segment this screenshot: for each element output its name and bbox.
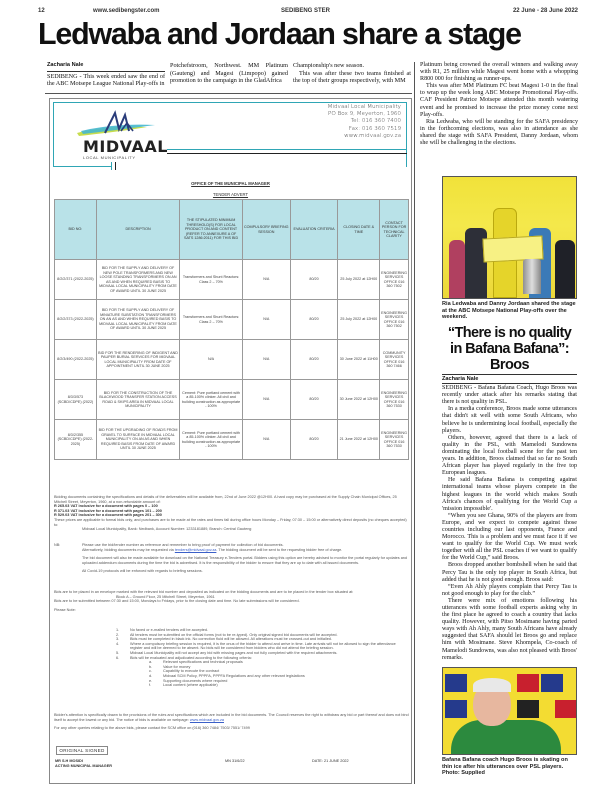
- criteria-item: a. Relevant specifications and technical proposals: [149, 660, 243, 665]
- letterhead-rules: [167, 149, 407, 154]
- tender-title: TENDER ADVERT: [212, 192, 249, 197]
- note-item: 2. All tenders must be submitted on the official forms (not to be re-typed). Only original signed bid documents will be accepted.: [116, 632, 338, 637]
- notes-list: [54, 628, 409, 688]
- cell-closing: 30 June 2022 at 12H00: [338, 380, 380, 420]
- sponsor-board: [517, 700, 539, 718]
- contact-fax: Fax: 016 360 7519: [348, 125, 401, 132]
- midvaal-web-link[interactable]: www.midvaal.gov.za: [189, 717, 224, 722]
- article2-paragraph: “When you see Ghana, 90% of the players are from Europe, and we expect to compete against those countries including our last opponents, France and Morocco. This is a problem and we must face it if we want to qualify for the World Cup. We must work together with all the PSL coaches if we want to qualify for the World Cup,” said Broos.: [442, 512, 577, 562]
- cell-bid-no: 8/2/2/371 (2022-2025): [55, 260, 97, 300]
- person-figure: [555, 240, 575, 298]
- submission-info: [54, 590, 409, 612]
- cell-contact: ENGINEERING SERVICES OFFICE 016 360 7502: [380, 260, 409, 300]
- price-2: R 371.03 VAT inclusive for a document with pages 101 – 200: [54, 508, 162, 513]
- cell-description: BID FOR THE UPGRADING OF ROADS FROM GRAVEL TO SURFACE IN MIDVAAL LOCAL MUNICIPALITY ON AN AS AND WHEN REQUIRED BASIS FROM DATE OF AWARD UNTIL 30 JUNE 2025: [96, 420, 179, 460]
- attention-info: [54, 713, 409, 731]
- attention-note: [54, 713, 409, 722]
- note-item: 1. No faxed or e-mailed tenders will be accepted.: [116, 628, 209, 632]
- cell-evaluation: 80/20: [290, 260, 338, 300]
- header-evaluation: EVALUATION CRITERIA: [290, 200, 338, 260]
- article2-paragraph: Broos dropped another bombshell when he said that Percy Tau is the only top player in South Africa, but added that he is not good enough. Broos said:: [442, 562, 577, 583]
- contact-web[interactable]: www.midvaal.gov.za: [344, 132, 401, 139]
- tenders-email-link[interactable]: tenders@midvaal.gov.za: [174, 547, 217, 552]
- coach-hair: [473, 678, 511, 692]
- article1-paragraph: Ria Ledwaba, who will be standing for the SAFA presidency in the forthcoming elections, was also in attendance as she shared the stage with SAFA President, Danny Jordaan, whom she will be challenging in the elections.: [420, 118, 578, 147]
- nb-line-2-text: Alternatively, bidding documents may be requested via: [82, 547, 174, 552]
- sponsor-board: [555, 700, 577, 718]
- cell-evaluation: 80/20: [290, 420, 338, 460]
- cell-briefing: N/A: [242, 260, 290, 300]
- note-item: 4. Where a compulsory briefing session is required, it is the onus of the bidder to attend and arrive in time. Late arrivals will not be allowed to sign the attendance register and will be deemed to be absent. No bids will be considered from bidders who did not attend the briefing session.: [116, 641, 396, 651]
- cell-briefing: N/A: [242, 340, 290, 380]
- table-row: [55, 300, 409, 340]
- article2-headline: “There is no quality in Bafana Bafana”: Broos: [447, 325, 572, 373]
- note-item: 6. Bids will be evaluated and adjudicated according to the following criteria:: [116, 655, 252, 660]
- cell-evaluation: 80/20: [290, 340, 338, 380]
- signer-block: [55, 759, 112, 768]
- original-signed-box: ORIGINAL SIGNED: [56, 746, 108, 755]
- contact-org: Midvaal Local Municipality: [327, 104, 401, 110]
- signer-title: ACTING MUNICIPAL MANAGER: [55, 763, 113, 768]
- tender-advert: [49, 98, 412, 784]
- cell-closing: 21 June 2022 at 12H00: [338, 420, 380, 460]
- intro-text-3b: This was after these two teams finished at the top of their groups respectively, with MM: [293, 69, 411, 84]
- header-threshold: THE STIPULATED MINIMUM THRESHOLD(S) FOR LOCAL PRODUCT ON AND CONTENT (REFER TO ANNEXURE A OF SATS 1286:2011) FOR THIS BID: [180, 200, 243, 260]
- cell-threshold: Cement: Pure portland cement with a 85-100% clinker. All civil and building construction as appropriate - 100%: [180, 380, 243, 420]
- table-row: [55, 340, 409, 380]
- criteria-item: d. Midvaal SCM Policy, PPPFA, PPPFA Regulations and any other relevant legislations: [149, 673, 305, 678]
- deposit-note: Bids are to be placed in an envelope marked with the relevant bid number and deposited as indicated on the bidding documents and are to be placed in the tender box situated at:: [54, 590, 354, 594]
- cell-closing: 25 July 2022 at 12H00: [338, 260, 380, 300]
- page-headline: Ledwaba and Jordaan share a stage: [38, 16, 521, 51]
- person-figure: [449, 240, 465, 298]
- table-header-row: [55, 200, 409, 260]
- cell-evaluation: 80/20: [290, 380, 338, 420]
- page-number: 12: [38, 8, 45, 14]
- header-briefing: COMPULSORY BRIEFING SESSION: [242, 200, 290, 260]
- cell-briefing: N/A: [242, 380, 290, 420]
- article1-right-column: [420, 62, 578, 147]
- sponsor-board: [541, 674, 563, 692]
- logo-name: MIDVAAL: [83, 137, 168, 156]
- bid-documents-info: [54, 495, 409, 532]
- cell-contact: ENGINEERING SERVICES OFFICE 016 360 7530: [380, 380, 409, 420]
- intro-column-3: [293, 62, 411, 85]
- criteria-item: f. Local content (where applicable): [149, 683, 218, 688]
- bank-details: Midvaal Local Municipality, Bank: Nedbank, Account Number: 1233181889, Branch: Central Gauteng: [82, 527, 252, 532]
- sponsor-board: [517, 674, 539, 692]
- prices-note: These prices are applicable to formal bids only, and purchases are to be made at the rates and times fall during office hours Monday – Friday, 07:30 – 15:00 or alternatively direct deposits (no cheques accepted) to:: [54, 517, 407, 527]
- nb-line-2: [54, 548, 409, 553]
- cell-bid-no: 8/2/2/373 (2022-2025): [55, 300, 97, 340]
- cell-description: BID FOR THE CONSTRUCTION OF THE BLACKWOOD TRANSFER STATION ACCESS ROAD & SKIPS AREA IN MIDVAAL LOCAL MUNICIPALITY: [96, 380, 179, 420]
- article-intro: [47, 62, 412, 92]
- docs-intro: Bidding documents containing the specifications and details of the deliverables will be available from, 22nd of June 2022 @12H00. A hard copy may be purchased at the Supply Chain Municipal Offices, 25 Mitchell Street, Meyerton, 1960, at a non-refundable amount of:: [54, 495, 397, 504]
- hugo-broos-photo: [442, 667, 577, 755]
- sponsor-board: [445, 674, 467, 692]
- byline: Zacharia Nale: [47, 62, 165, 72]
- intro-text-1: SEDIBENG - This week ended saw the end of the ABC Motsepe League National Play-offs in: [47, 72, 165, 87]
- paper-name: SEDIBENG STER: [281, 8, 331, 14]
- deposit-address: Block A – Ground Floor, 25 Mitchell Street, Meyerton, 1961: [116, 594, 215, 599]
- midvaal-logo: [75, 109, 175, 161]
- nb-section: [54, 543, 409, 574]
- article2-paragraph: In a media conference, Broos made some utterances that didn't sit well with some South Africans, who believe he is undermining local football, especially the players.: [442, 406, 577, 434]
- cell-contact: ENGINEERING SERVICES OFFICE 016 360 7530: [380, 420, 409, 460]
- office-title: OFFICE OF THE MUNICIPAL MANAGER: [191, 181, 270, 186]
- note-item: 5. Midvaal Local Municipality will not accept any bid with missing pages and not fully completed with the required attachments.: [116, 650, 338, 655]
- cell-description: BID FOR THE SUPPLY AND DELIVERY OF MINIATURE SUBSTATION TRANSFORMERS ON AN AS AND WHEN REQUIRED BASIS TO MIDVAAL LOCAL MUNICIPALITY FROM DATE OF AWARD UNTIL 30 JUNE 2025: [96, 300, 179, 340]
- article2-paragraph: There were mix of emotions following his utterances with some football experts asking why in the first place he agreed to coach a country that lacks quality. However, with Pitso Mosimane having parted ways with Ah Ahly, many South Africans have already suggested that SAFA should let Broos go and replace him with Mosimane. Steve Khompela, Co-coach of Mamelodi Sundowns, was also not pleased with Broos' remarks.: [442, 597, 577, 661]
- article2-paragraph: “Even Ah Ahly players complain that Percy Tau is not good enough to play for the club.”: [442, 583, 577, 597]
- cell-description: BID FOR THE SUPPLY AND DELIVERY OF NEW POLE TRANSFORMERS AND NEW LOOSE STANDING TRANSFORMERS ON AN AS AND WHEN REQUIRED BASIS TO MIDVAAL LOCAL MUNICIPALITY FROM DATE OF AWARD UNTIL 30 JUNE 2025: [96, 260, 179, 300]
- cell-contact: ENGINEERING SERVICES OFFICE 016 360 7502: [380, 300, 409, 340]
- cell-evaluation: 80/20: [290, 300, 338, 340]
- nb-label: NB:: [54, 543, 61, 547]
- header-contact: CONTACT PERSON FOR TECHNICAL CLARITY: [380, 200, 409, 260]
- cell-bid-no: 8/2/3/490 (2022-2025): [55, 340, 97, 380]
- please-note-label: Please Note:: [54, 607, 76, 612]
- cell-threshold: Transformers and Shunt Reactors: Class 2 – 70%: [180, 300, 243, 340]
- nb-line-1: Please use the bid/tender number as reference and remember to bring proof of payment for collection of bid documents.: [82, 543, 284, 547]
- cell-briefing: N/A: [242, 420, 290, 460]
- cell-bid-no: 8/3/3/573 (SCBD/CDPE) (2022): [55, 380, 97, 420]
- criteria-item: e. Supporting documents where required: [149, 678, 228, 683]
- tender-table: [54, 199, 409, 460]
- article2-paragraph: He said Bafana Bafana is competing against international teams whose players compete in the highest leagues in the world which makes South Africa's chances of qualifying for the World Cup a 'mission impossible'.: [442, 477, 577, 512]
- header-description: DESCRIPTION: [96, 200, 179, 260]
- logo-swoosh-icon: [75, 109, 175, 139]
- price-1: R 265.03 VAT inclusive for a document with pages 0 – 100: [54, 504, 158, 509]
- sponsor-board: [445, 700, 467, 718]
- table-row: [55, 380, 409, 420]
- submit-time: Bids are to be submitted between 07:30 and 15:00, Mondays to Fridays, prior to the closing date and time. No late submissions will be considered.: [54, 599, 300, 604]
- cell-description: BID FOR THE RENDERING OF INDIGENT AND PAUPER BURIAL SERVICES FOR MIDVAAL LOCAL MUNICIPALITY FROM DATE OF APPOINTMENT UNTIL 30 JUNE 2025: [96, 340, 179, 380]
- header-closing: CLOSING DATE & TIME: [338, 200, 380, 260]
- cell-threshold: Transformers and Shunt Reactors: Class 2 – 70%: [180, 260, 243, 300]
- contact-address: PO Box 9, Meyerton, 1960: [328, 111, 401, 118]
- cell-contact: COMMUNITY SERVICES OFFICE 016 360 7466: [380, 340, 409, 380]
- ledwaba-jordaan-photo: [442, 176, 577, 299]
- cell-bid-no: 8/3/2/355 (SCBD/CDPE) (2022-2025): [55, 420, 97, 460]
- cell-closing: 25 July 2022 at 12H00: [338, 300, 380, 340]
- website-url[interactable]: www.sedibengster.com: [93, 8, 160, 14]
- contact-tel: Tel: 016 360 7400: [350, 118, 401, 125]
- cell-briefing: N/A: [242, 300, 290, 340]
- column-divider: [414, 62, 415, 784]
- notice-number: MN 31/6/22: [225, 759, 245, 763]
- trophy-icon: [523, 259, 541, 294]
- intro-text-2: Potchefstroom, Northwest. MM Platinum (Gauteng) and Magesi (Limpopo) gained promotion to the campaign in the GladAfrica: [170, 62, 288, 84]
- note-item: 3. Bids must be completed in black ink. No correction fluid will be allowed. All alterations must be crossed-out and initialled.: [116, 637, 332, 642]
- signer-name: MR S.H MOSIDI: [55, 759, 83, 763]
- article1-paragraph: This was after MM Platinum FC beat Magesi 1-0 in the final to wrap up the week long ABC Motsepe Promotional Play-offs. CAF President Patrice Motsepe attended this month watering event and he promised to increase the prize money come next Play-offs.: [420, 83, 578, 118]
- price-3: R 529.03 VAT inclusive for a document with pages 201 – 300: [54, 513, 162, 518]
- attention-text: Bidder's attention is specifically drawn to the provisions of the rules and specifications which are included in the bid documents. The Council reserves the right to withdraw any bid or part thereof and does not bind itself to accept the lowest or any bid. The notice of bids is available on webpage:: [54, 713, 409, 722]
- covid-note: All Covid-19 protocols will be enforced with regards to briefing sessions.: [82, 569, 203, 574]
- table-row: [55, 420, 409, 460]
- divider: [45, 93, 412, 94]
- contact-block: [328, 104, 401, 140]
- byline: Zacharia Nale: [442, 374, 577, 384]
- photo-caption: Ria Ledwaba and Danny Jordaan shared the stage at the ABC Motsepe National Play-offs over the weekend.: [442, 301, 576, 321]
- cell-threshold: N/A: [180, 340, 243, 380]
- article1-paragraph: Platinum being crowned the overall winners and walking away with R1, 25 million while Magesi went home with a whopping R800 000 for finishing as runner-ups.: [420, 62, 578, 83]
- etender-note: The bid document will also be made available for download on the National Treasury e-Tenders portal. Bidders using this option are hereby advised to monitor the portal regularly for updates and uploaded addendum documents during the time the bid is advertised. It is the responsibility of the bidder to ensure that they are up to date with all issued documents.: [82, 556, 408, 565]
- intro-text-3a: Championship's new season.: [293, 62, 365, 69]
- header-bid-no: BID NO:: [55, 200, 97, 260]
- cell-closing: 30 June 2022 at 11H00: [338, 340, 380, 380]
- intro-column-2: [170, 62, 288, 85]
- letterhead-ticks: [111, 162, 119, 172]
- cell-threshold: Cement: Pure portland cement with a 85-100% clinker. All civil and building construction as appropriate - 100%: [180, 420, 243, 460]
- logo-subtitle: LOCAL MUNICIPALITY: [83, 155, 136, 160]
- photo-caption: Bafana Bafana coach Hugo Broos is skating on thin ice after his utterances over PSL players. Photo: Supplied: [442, 757, 568, 777]
- table-row: [55, 260, 409, 300]
- nb-line-2-post: . The bidding document will be sent to the requesting bidder free of charge.: [216, 547, 343, 552]
- coach-shirt: [451, 720, 561, 755]
- advert-date: DATE: 21 JUNE 2022: [312, 759, 349, 763]
- article2-paragraph: Others, however, agreed that there is a lack of quality in the PSL, with Mamelodi Sundowns dominating the local football scene for the past ten years. In addition, Broos claimed that so far no South African player has played regularly in the five top European leagues.: [442, 434, 577, 477]
- queries-note: For any other queries relating to the above bids, please contact the SCM office on (016) 360 7484/ 7503/ 7551/ 7499: [54, 726, 250, 731]
- criteria-item: c. Capability to execute the contract: [149, 669, 220, 674]
- criteria-item: b. Value for money: [149, 664, 191, 669]
- article2-body: [442, 374, 577, 662]
- intro-column-1: [47, 62, 165, 88]
- article2-paragraph: SEDIBENG - Bafana Bafana Coach, Hugo Broos was recently under attack after his remarks stating that there is not quality in PSL.: [442, 385, 577, 406]
- issue-date: 22 June - 28 June 2022: [512, 8, 578, 14]
